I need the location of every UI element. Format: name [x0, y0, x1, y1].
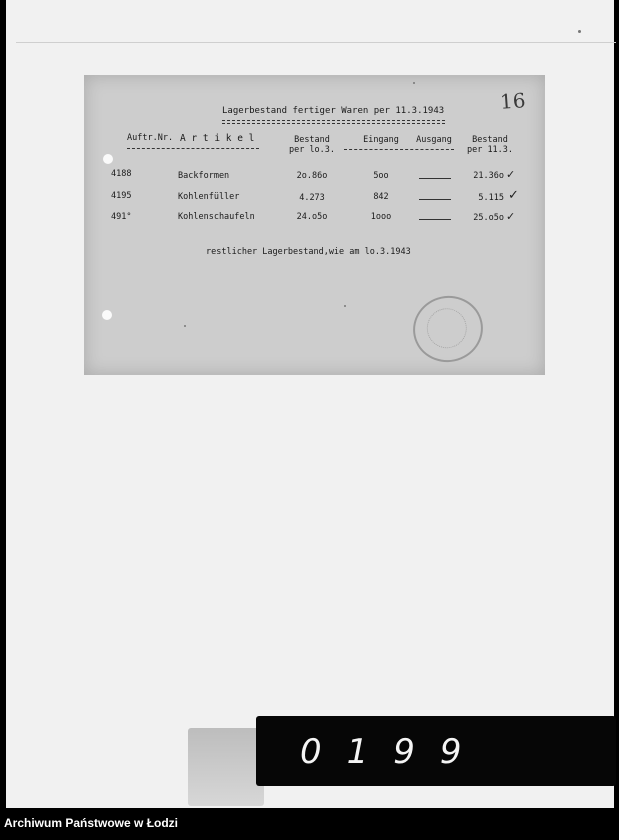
row-outgoing-dash: [419, 219, 451, 220]
row-article: Kohlenfüller: [178, 192, 240, 202]
row-outgoing-dash: [419, 199, 451, 200]
header-order-no: Auftr.Nr.: [127, 133, 174, 143]
check-mark: ✓: [506, 168, 516, 181]
row-order-no: 4188: [111, 169, 132, 179]
film-shadow: [188, 728, 264, 806]
page-number: 16: [499, 88, 527, 114]
film-frame: [6, 0, 614, 808]
row-article: Kohlenschaufeln: [178, 212, 255, 222]
header-underline-mid: [344, 149, 454, 150]
check-mark: ✓: [506, 210, 516, 223]
stamp-inner-ring: [423, 305, 470, 352]
row-stock: 24.o5o: [296, 212, 328, 222]
header-article: A r t i k e l: [180, 133, 255, 144]
row-order-no: 4195: [111, 191, 132, 201]
frame-number: 0199: [300, 732, 487, 772]
header-stock-new-line2: per 11.3.: [466, 145, 514, 155]
header-stock-line2: per lo.3.: [288, 145, 336, 155]
film-divider: [16, 42, 616, 43]
frame-number-plate: [256, 716, 616, 786]
row-order-no: 491°: [111, 212, 132, 222]
punch-hole: [102, 310, 112, 320]
archive-footer: [0, 808, 619, 840]
title-underline: [222, 120, 445, 124]
archive-stamp: [407, 289, 489, 368]
dust-speck: [413, 82, 415, 84]
header-underline-left: [127, 148, 259, 149]
row-stock: 2o.86o: [296, 171, 328, 181]
header-outgoing: Ausgang: [416, 135, 452, 145]
dust-speck: [344, 305, 346, 307]
row-outgoing-dash: [419, 178, 451, 179]
row-stock-new: 5.115: [478, 193, 504, 203]
header-stock-line1: Bestand: [294, 135, 330, 145]
check-mark: ✓: [508, 188, 519, 203]
document-title: Lagerbestand fertiger Waren per 11.3.1943: [222, 106, 445, 116]
row-stock-new: 25.o5o: [473, 213, 504, 223]
dust-speck: [578, 30, 581, 33]
punch-hole: [103, 154, 113, 164]
header-incoming: Eingang: [363, 135, 399, 145]
header-stock-new-line1: Bestand: [472, 135, 508, 145]
row-incoming: 1ooo: [370, 212, 392, 222]
archive-name: Archiwum Państwowe w Łodzi: [4, 816, 179, 830]
row-incoming: 5oo: [373, 171, 389, 181]
dust-speck: [184, 325, 186, 327]
row-incoming: 842: [373, 192, 389, 202]
document-card: [84, 75, 545, 375]
row-article: Backformen: [178, 171, 230, 181]
row-stock: 4.273: [299, 193, 325, 203]
remaining-stock-note: restlicher Lagerbestand,wie am lo.3.1943: [206, 247, 411, 257]
row-stock-new: 21.36o: [473, 171, 504, 181]
